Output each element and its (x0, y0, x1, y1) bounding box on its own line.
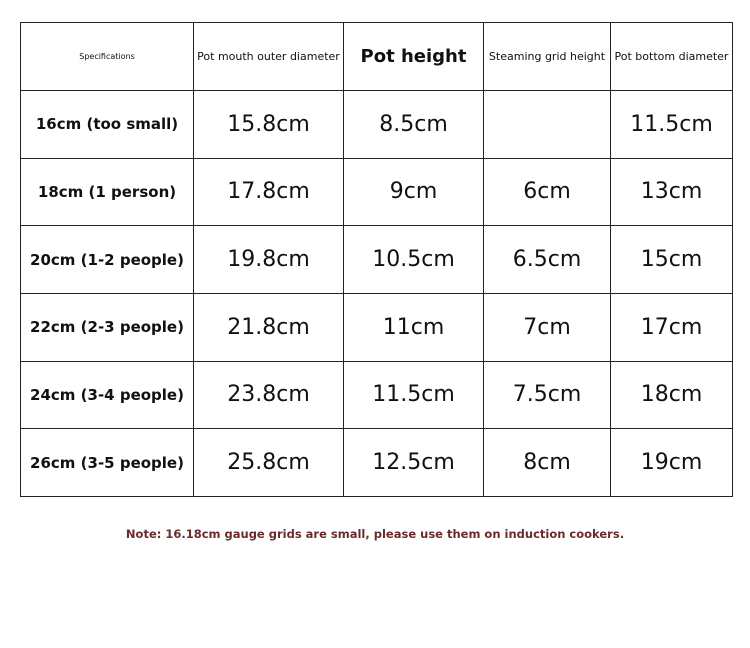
header-pot-height: Pot height (344, 23, 484, 91)
mouth-diameter-cell: 25.8cm (194, 429, 344, 497)
usage-note: Note: 16.18cm gauge grids are small, please use them on induction cookers. (125, 527, 625, 541)
bottom-diameter-cell: 11.5cm (611, 91, 733, 159)
table-row (21, 429, 733, 497)
bottom-diameter-cell: 19cm (611, 429, 733, 497)
header-steaming-grid-height: Steaming grid height (484, 23, 611, 91)
steaming-grid-height-cell: 7.5cm (484, 361, 611, 429)
pot-height-cell: 11cm (344, 293, 484, 361)
spec-size-cell: 22cm (2-3 people) (21, 293, 194, 361)
mouth-diameter-cell: 19.8cm (194, 226, 344, 294)
table-row (21, 361, 733, 429)
mouth-diameter-cell: 21.8cm (194, 293, 344, 361)
spec-size-cell: 20cm (1-2 people) (21, 226, 194, 294)
specification-table (20, 22, 733, 497)
pot-height-cell: 11.5cm (344, 361, 484, 429)
spec-size-cell: 24cm (3-4 people) (21, 361, 194, 429)
bottom-diameter-cell: 13cm (611, 158, 733, 226)
mouth-diameter-cell: 17.8cm (194, 158, 344, 226)
mouth-diameter-cell: 23.8cm (194, 361, 344, 429)
pot-height-cell: 9cm (344, 158, 484, 226)
steaming-grid-height-cell: 6cm (484, 158, 611, 226)
mouth-diameter-cell: 15.8cm (194, 91, 344, 159)
table-row (21, 91, 733, 159)
steaming-grid-height-cell: 6.5cm (484, 226, 611, 294)
steaming-grid-height-cell: 8cm (484, 429, 611, 497)
table-row (21, 226, 733, 294)
steaming-grid-height-cell: 7cm (484, 293, 611, 361)
header-pot-mouth-outer-diameter: Pot mouth outer diameter (194, 23, 344, 91)
header-specifications: Specifications (21, 23, 194, 91)
pot-height-cell: 12.5cm (344, 429, 484, 497)
bottom-diameter-cell: 15cm (611, 226, 733, 294)
pot-height-cell: 8.5cm (344, 91, 484, 159)
table-row (21, 158, 733, 226)
table-header-row (21, 23, 733, 91)
spec-size-cell: 18cm (1 person) (21, 158, 194, 226)
header-pot-bottom-diameter: Pot bottom diameter (611, 23, 733, 91)
spec-size-cell: 16cm (too small) (21, 91, 194, 159)
spec-size-cell: 26cm (3-5 people) (21, 429, 194, 497)
bottom-diameter-cell: 18cm (611, 361, 733, 429)
table-row (21, 293, 733, 361)
bottom-diameter-cell: 17cm (611, 293, 733, 361)
pot-height-cell: 10.5cm (344, 226, 484, 294)
steaming-grid-height-cell (484, 91, 611, 159)
